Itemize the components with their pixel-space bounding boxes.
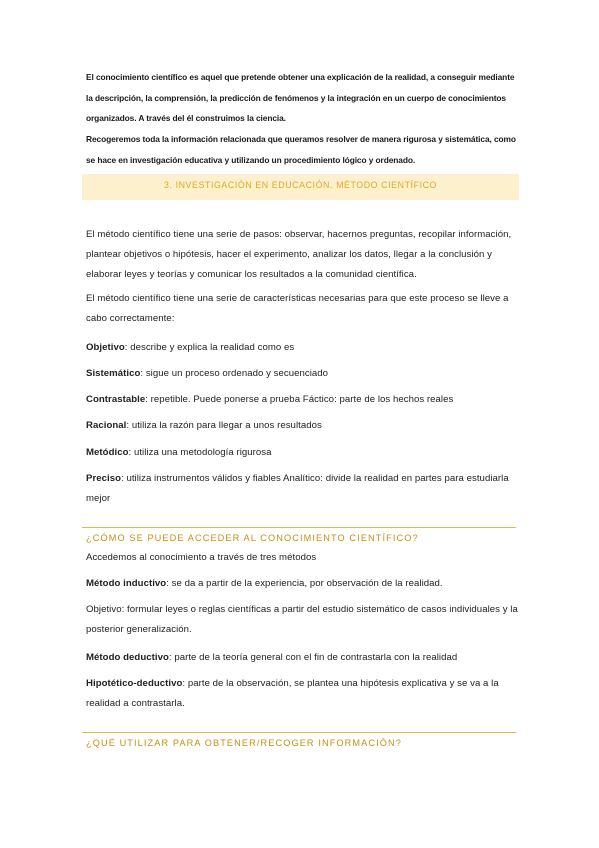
characteristic-racional [86,416,518,436]
characteristic-preciso [86,469,518,509]
deductive-label: Método deductivo [86,652,169,663]
deductive-method [86,648,518,668]
inductive-objective: Objetivo: formular leyes o reglas científicas a partir del estudio sistemático de casos individuales y la posterior generalización. [86,604,518,635]
collect-heading: ¿QUÉ UTILIZAR PARA OBTENER/RECOGER INFORMACIÓN? [86,738,402,748]
characteristic-label: Metódico [86,447,129,458]
section-divider [82,732,516,733]
characteristic-label: Objetivo [86,342,125,353]
method-paragraph-1: El método científico tiene una serie de pasos: observar, hacernos preguntas, recopilar información, plantear objetivos o hipótesis, hacer el experimento, analizar los datos, llegar a la conclusión y elaborar leyes y teorías y comunicar los resultados a la comunidad científica. [86,229,512,280]
characteristic-contrastable [86,390,518,410]
access-intro: Accedemos al conocimiento a través de tres métodos [86,552,317,563]
characteristic-sistematico [86,364,518,384]
characteristic-label: Contrastable [86,394,146,405]
hypothetical-label: Hipotético-deductivo [86,678,183,689]
access-heading: ¿CÓMO SE PUEDE ACCEDER AL CONOCIMIENTO CIENTÍFICO? [86,533,419,543]
inductive-label: Método inductivo [86,578,167,589]
characteristic-text: : repetible. Puede ponerse a prueba Fáctico: parte de los hechos reales [145,394,454,405]
hypothetical-deductive-method [86,674,518,714]
section-banner-title: 3. INVESTIGACIÓN EN EDUCACIÓN. MÉTODO CIENTÍFICO [163,180,438,190]
characteristic-objetivo [86,338,518,358]
intro-paragraph-2: Recogeremos toda la información relacionada que queramos resolver de manera rigurosa y sistemática, como se hace en investigación educativa y utilizando un procedimiento lógico y ordenado. [86,134,516,165]
characteristic-text: : describe y explica la realidad como es [124,342,295,353]
section-banner [82,174,519,200]
characteristic-text: : utiliza instrumentos válidos y fiables Analítico: divide la realidad en partes para estudiarla mejor [86,473,509,504]
characteristic-label: Preciso [86,473,122,484]
characteristic-text: : utiliza una metodología rigurosa [128,447,272,458]
characteristic-label: Sistemático [86,368,141,379]
method-paragraph-2: El método científico tiene una serie de características necesarias para que este proceso se lleve a cabo correctamente: [86,293,509,324]
characteristic-metodico [86,443,518,463]
inductive-method [86,574,518,594]
characteristic-label: Racional [86,420,127,431]
intro-paragraph-1: El conocimiento científico es aquel que pretende obtener una explicación de la realidad, a conseguir mediante la descripción, la comprensión, la predicción de fenómenos y la integración en un cuerpo de conocimientos organizados. A través del él construimos la ciencia. [86,72,515,123]
hypothetical-text: : parte de la observación, se plantea una hipótesis explicativa y se va a la realidad a contrastarla. [86,678,499,709]
section-divider [82,527,516,528]
characteristic-text: : utiliza la razón para llegar a unos resultados [126,420,322,431]
characteristic-text: : sigue un proceso ordenado y secuenciado [140,368,329,379]
inductive-text: : se da a partir de la experiencia, por observación de la realidad. [166,578,443,589]
deductive-text: : parte de la teoría general con el fin de contrastarla con la realidad [168,652,458,663]
